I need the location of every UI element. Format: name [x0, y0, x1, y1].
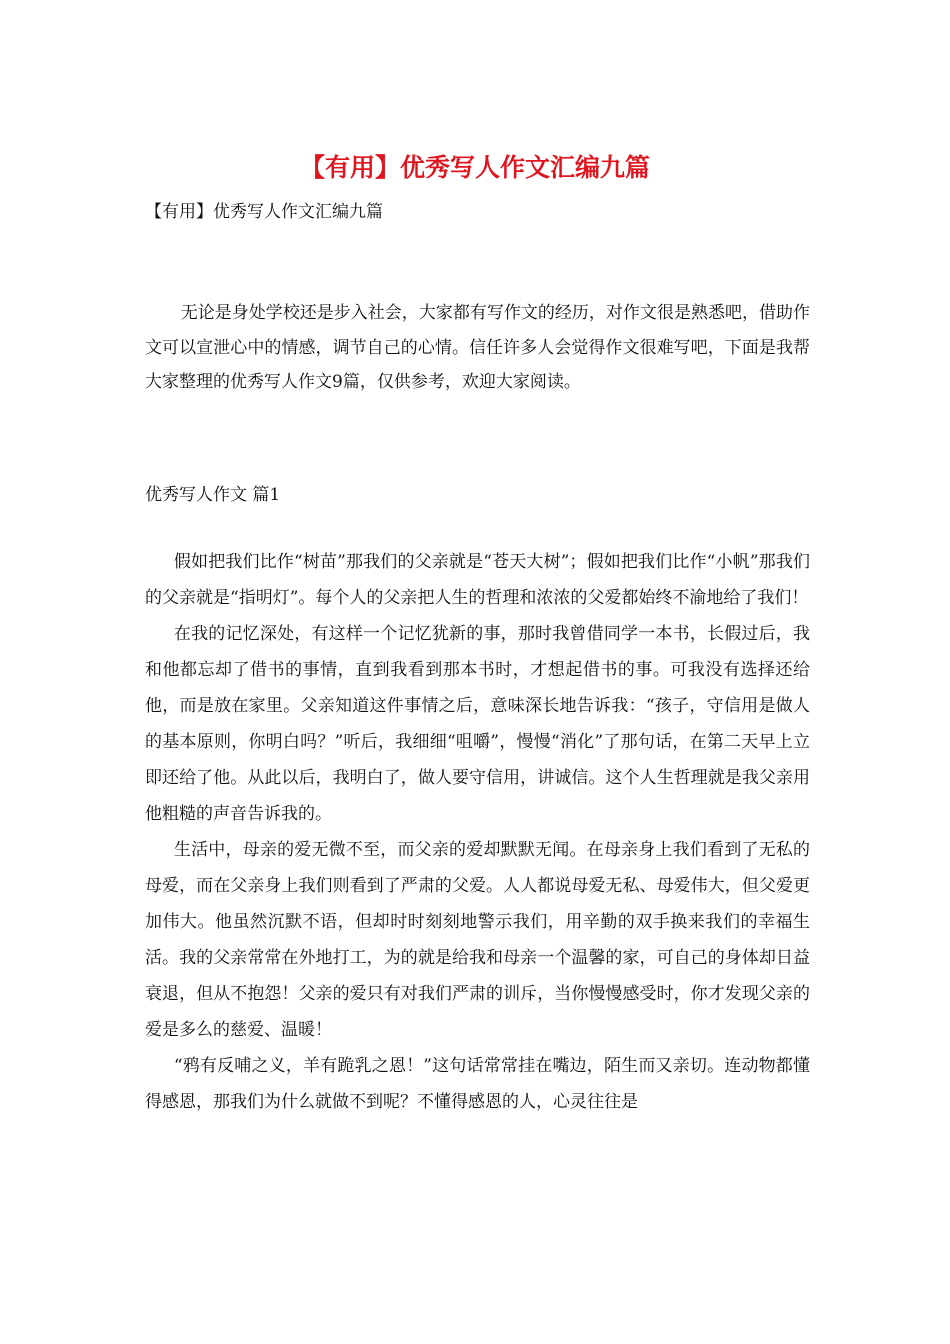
section-heading: 优秀写人作文 篇1	[145, 485, 281, 505]
document-subtitle: 【有用】优秀写人作文汇编九篇	[145, 202, 383, 222]
article-body	[145, 544, 810, 1120]
article-paragraph: “鸦有反哺之义，羊有跪乳之恩！”这句话常常挂在嘴边，陌生而又亲切。连动物都懂得感恩，那我们为什么就做不到呢？不懂得感恩的人，心灵往往是	[145, 1056, 810, 1112]
article-paragraph: 假如把我们比作“树苗”那我们的父亲就是“苍天大树”；假如把我们比作“小帆”那我们的父亲就是“指明灯”。每个人的父亲把人生的哲理和浓浓的父爱都始终不渝地给了我们！	[145, 552, 810, 608]
article-paragraph: 生活中，母亲的爱无微不至，而父亲的爱却默默无闻。在母亲身上我们看到了无私的母爱，而在父亲身上我们则看到了严肃的父爱。人人都说母爱无私、母爱伟大，但父爱更加伟大。他虽然沉默不语，但却时时刻刻地警示我们，用辛勤的双手换来我们的幸福生活。我的父亲常常在外地打工，为的就是给我和母亲一个温馨的家，可自己的身体却日益衰退，但从不抱怨！父亲的爱只有对我们严肃的训斥，当你慢慢感受时，你才发现父亲的爱是多么的慈爱、温暖！	[145, 840, 810, 1040]
document-title: 【有用】优秀写人作文汇编九篇	[299, 153, 650, 182]
article-paragraph: 在我的记忆深处，有这样一个记忆犹新的事，那时我曾借同学一本书，长假过后，我和他都忘却了借书的事情，直到我看到那本书时，才想起借书的事。可我没有选择还给他，而是放在家里。父亲知道这件事情之后，意味深长地告诉我：“孩子，守信用是做人的基本原则，你明白吗？”听后，我细细“咀嚼”，慢慢“消化”了那句话，在第二天早上立即还给了他。从此以后，我明白了，做人要守信用，讲诚信。这个人生哲理就是我父亲用他粗糙的声音告诉我的。	[145, 624, 810, 824]
intro-paragraph: 无论是身处学校还是步入社会，大家都有写作文的经历，对作文很是熟悉吧，借助作文可以宣泄心中的情感，调节自己的心情。信任许多人会觉得作文很难写吧，下面是我帮大家整理的优秀写人作文9篇，仅供参考，欢迎大家阅读。	[145, 303, 810, 392]
